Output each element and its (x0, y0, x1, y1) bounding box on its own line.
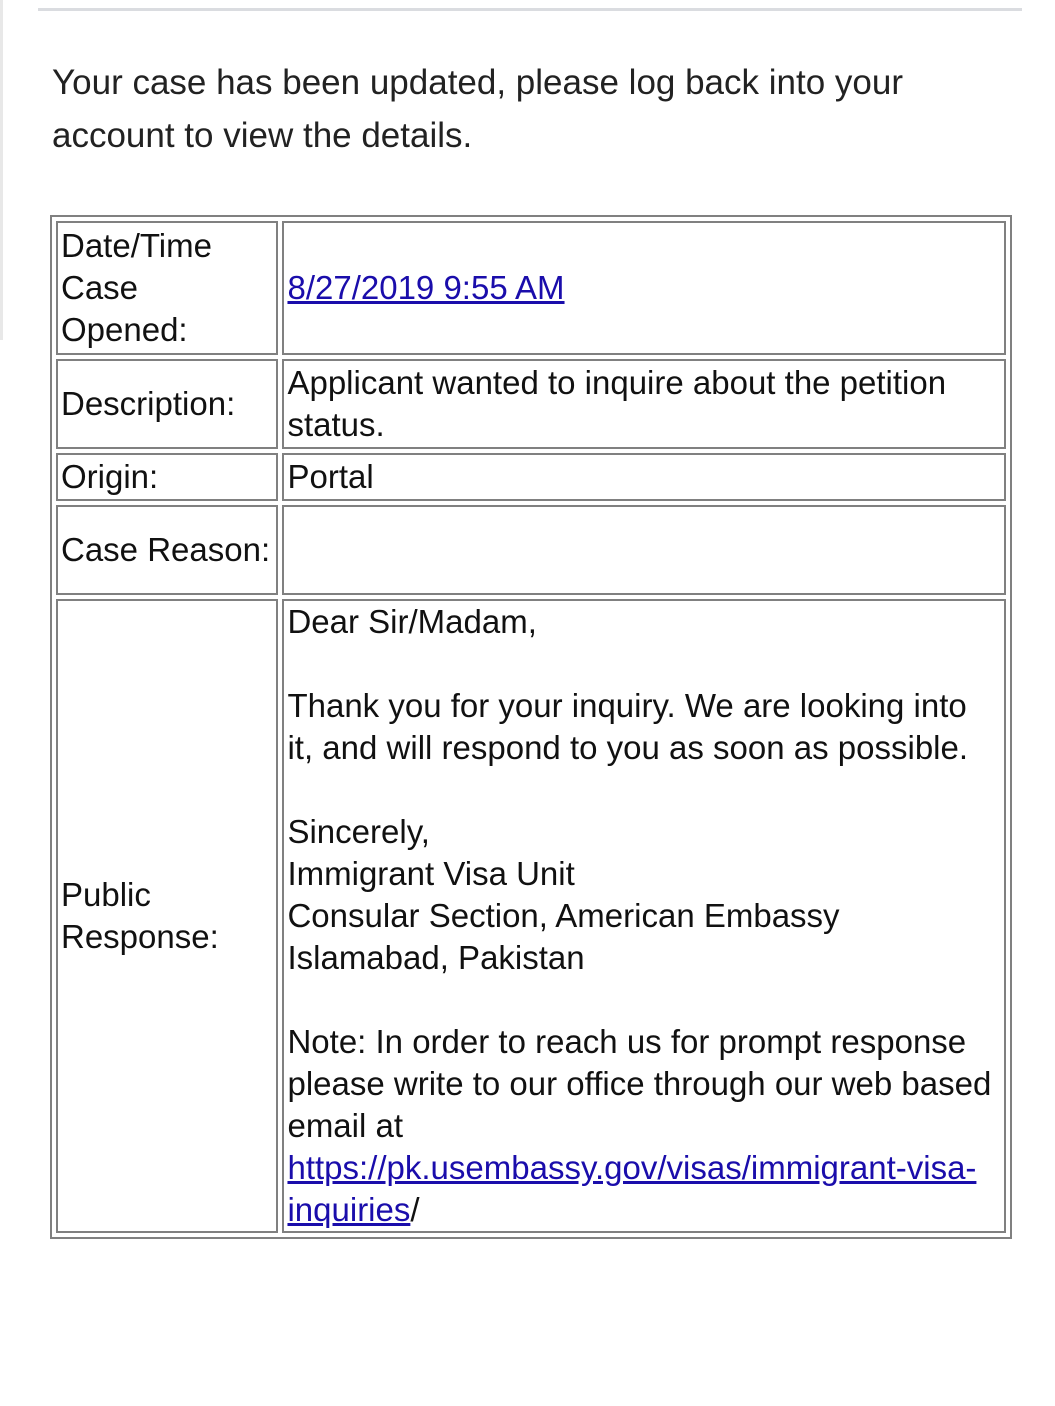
date-opened-link[interactable]: 8/27/2019 9:55 AM (287, 269, 565, 306)
case-reason-value (282, 505, 1006, 595)
signature-section: Consular Section, American Embassy (287, 897, 840, 934)
origin-value: Portal (282, 453, 1006, 501)
signature-location: Islamabad, Pakistan (287, 939, 585, 976)
description-value: Applicant wanted to inquire about the petition status. (282, 359, 1006, 449)
response-body: Thank you for your inquiry. We are looking into it, and will respond to you as soon as possible. (287, 687, 969, 766)
origin-label: Origin: (56, 453, 278, 501)
table-row (56, 599, 1006, 1233)
inquiries-link[interactable]: https://pk.usembassy.gov/visas/immigrant-visa-inquiries (287, 1149, 977, 1228)
description-label: Description: (56, 359, 278, 449)
public-response-label: Public Response: (56, 599, 278, 1233)
date-opened-label: Date/Time Case Opened: (56, 221, 278, 355)
table-row (56, 359, 1006, 449)
case-reason-label: Case Reason: (56, 505, 278, 595)
public-response-value (282, 599, 1006, 1233)
top-divider (38, 8, 1022, 11)
case-update-message: Your case has been updated, please log back into your account to view the details. (52, 63, 903, 155)
response-greeting: Dear Sir/Madam, (287, 603, 537, 640)
case-details-table (50, 215, 1012, 1239)
signature-unit: Immigrant Visa Unit (287, 855, 575, 892)
response-note (287, 1021, 1001, 1231)
table-row (56, 221, 1006, 355)
note-text: Note: In order to reach us for prompt response please write to our office through our web based email at (287, 1023, 992, 1144)
note-suffix: / (410, 1191, 420, 1228)
table-row (56, 453, 1006, 501)
date-opened-value (282, 221, 1006, 355)
response-signature (287, 811, 1001, 979)
table-row (56, 505, 1006, 595)
left-edge (0, 0, 3, 340)
response-closing: Sincerely, (287, 813, 430, 850)
